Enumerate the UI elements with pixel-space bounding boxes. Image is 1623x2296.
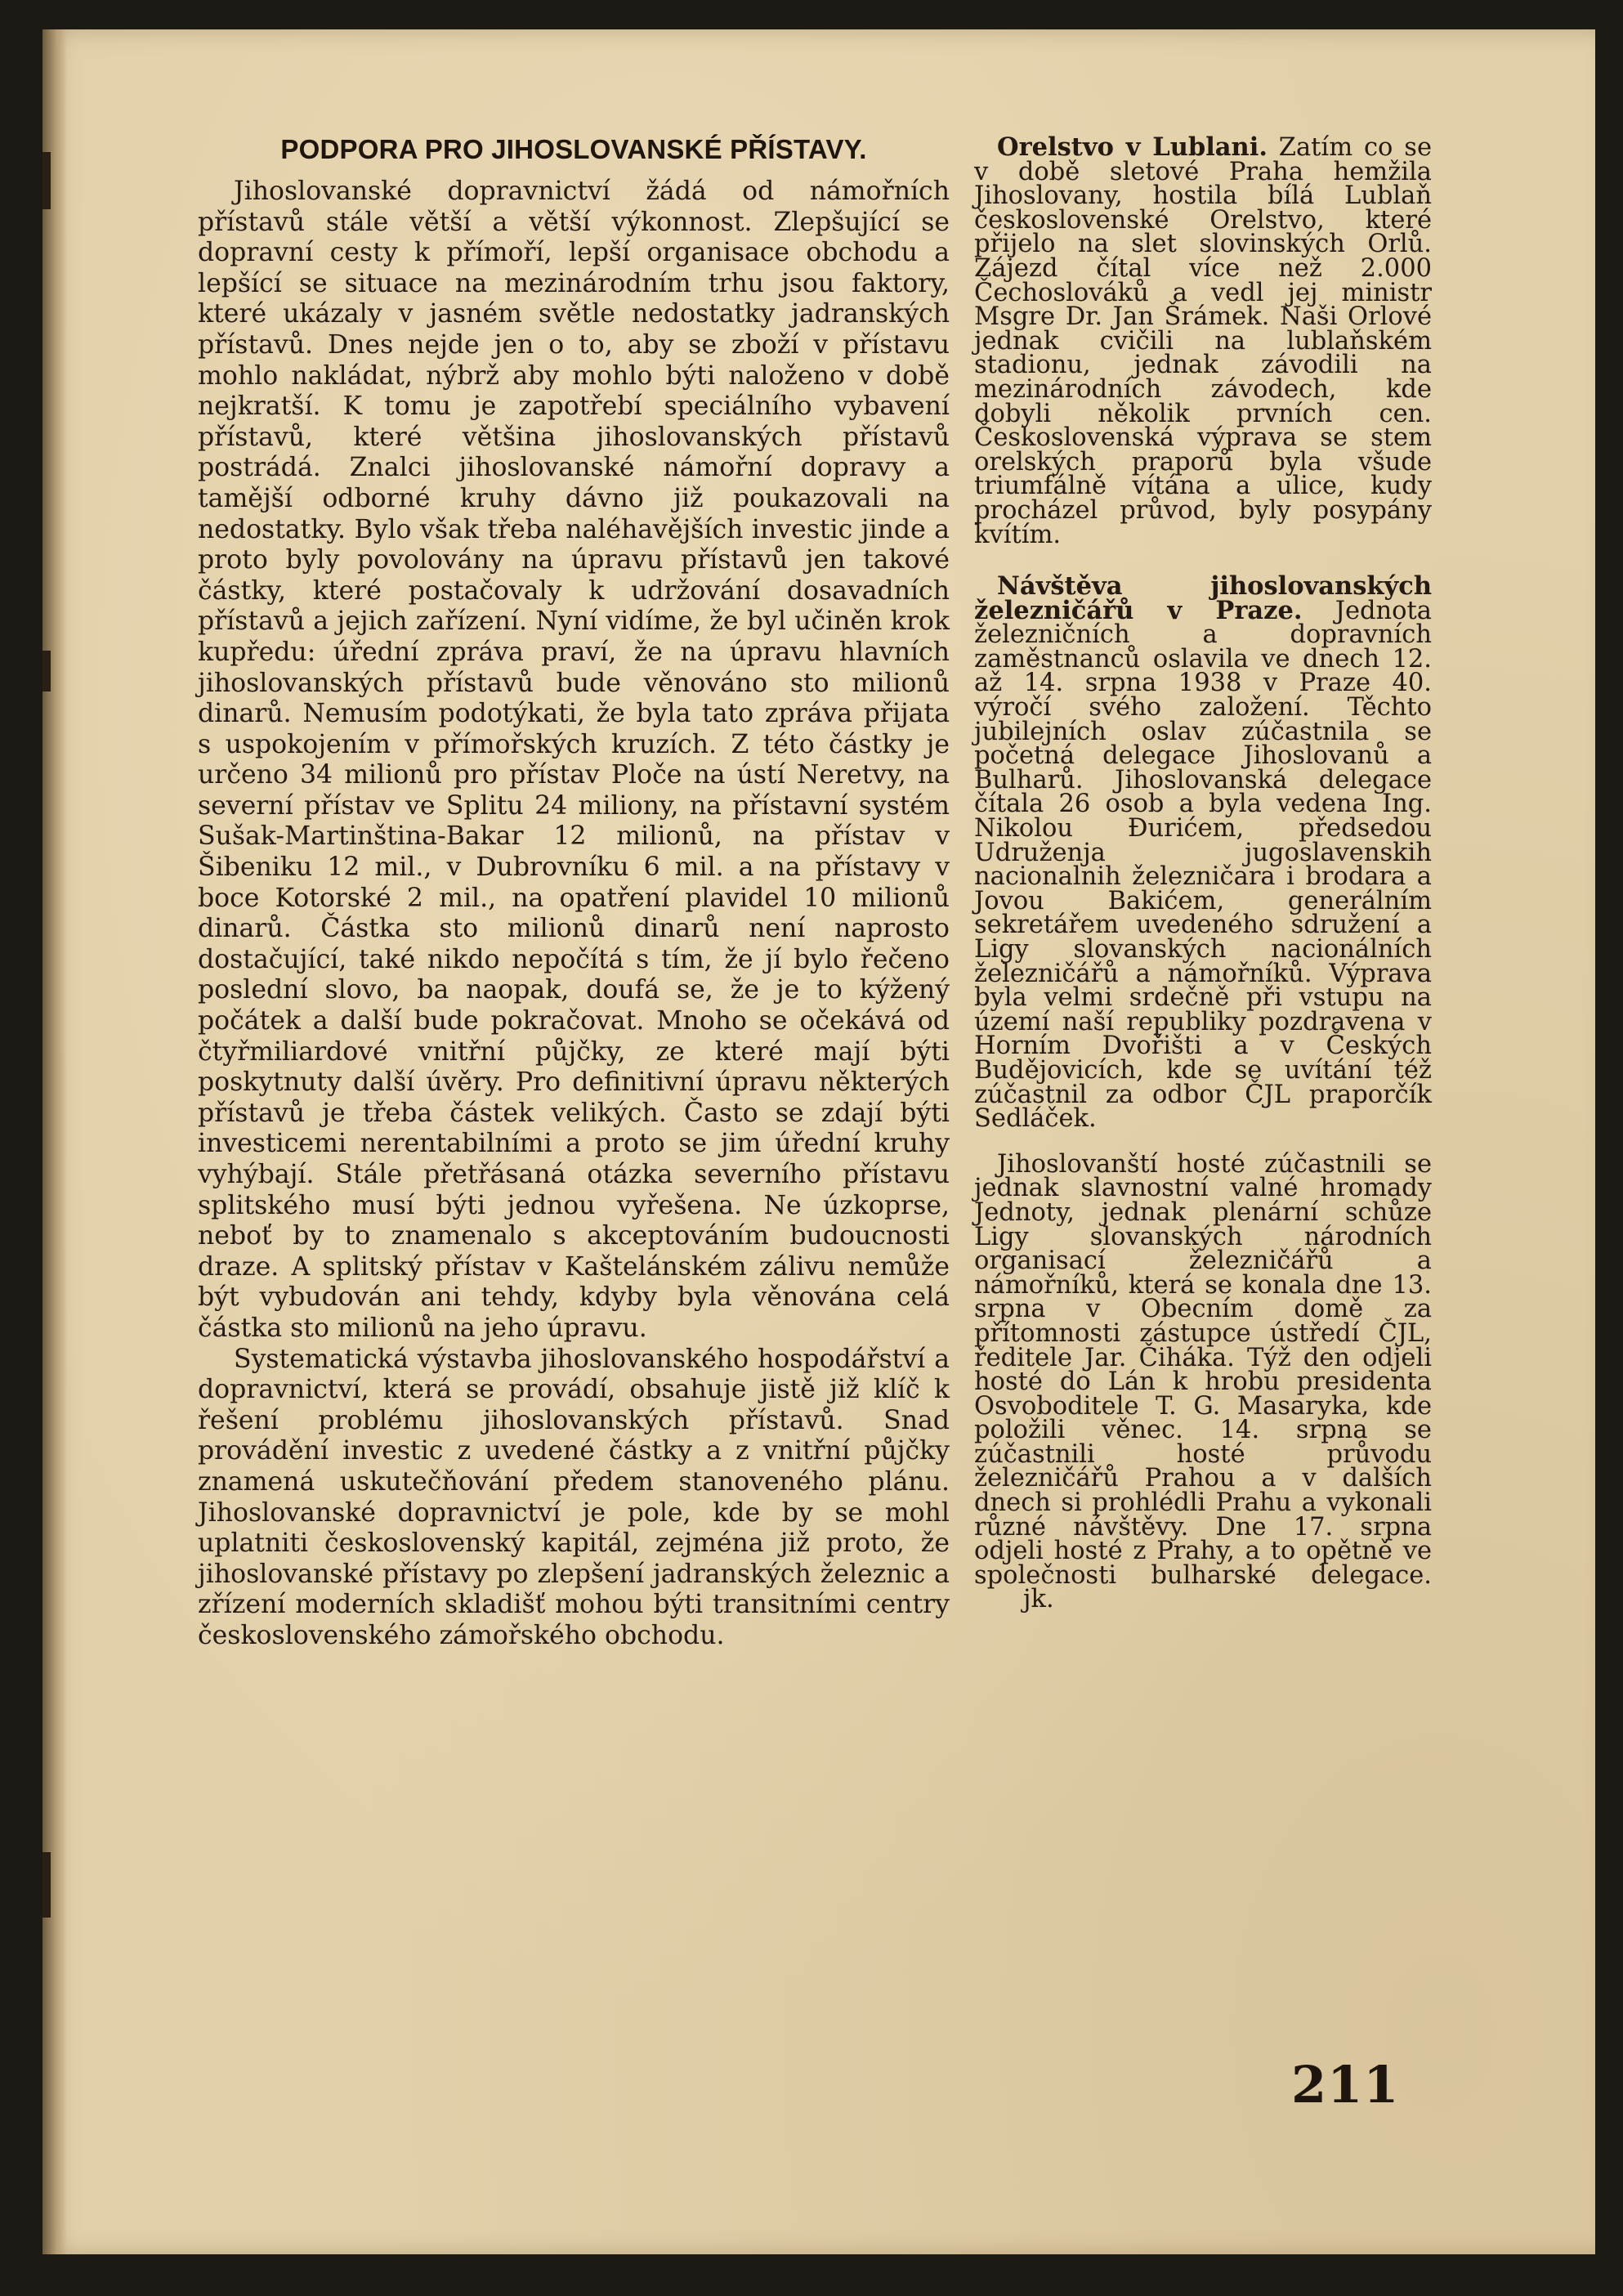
- article-paragraph-2: Systematická výstavba jihoslovanského hospodářství a dopravnictví, která se provádí, obsahuje jistě již klíč k řešení problému jihoslovanských přístavů. Snad provádění investic z uvedené částky a z vnitřní půjčky znamená uskutečňování předem stanoveného plánu. Jihoslovanské dopravnictví je pole, kde by se mohl uplatniti československý kapitál, zejména již proto, že jihoslovanské přístavy po zlepšení jadranských železnic a zřízení moderních skladišť mohou býti transitními centry československého zámořského obchodu.: [198, 1344, 950, 1650]
- news-item-lead: Návštěva jihoslovanských železničářů v Praze.: [974, 571, 1432, 625]
- news-item-text: Jihoslovanští hosté zúčastnili se jednak slavnostní valné hromady Jednoty, jednak plenární schůze Ligy slovanských národních organisací železničářů a námořníků, která se konala dne 13. srpna v Obecním domě za přítomnosti zástupce ústředí ČJL, ředitele Jar. Čiháka. Týž den odjeli hosté do Lán k hrobu presidenta Osvoboditele T. G. Masaryka, kde položili věnec. 14. srpna se zúčastnili hosté průvodu železničářů Prahou a v dalších dnech si prohlédli Prahu a vykonali různé návštěvy. Dne 17. srpna odjeli hosté z Prahy, a to opětně ve společnosti bulharské delegace.: [974, 1149, 1432, 1590]
- article-paragraph-1: Jihoslovanské dopravnictví žádá od námořních přístavů stále větší a větší výkonnost. Zlepšující se dopravní cesty k přímoří, lepší organisace obchodu a lepšící se situace na mezinárodním trhu jsou faktory, které ukázaly v jasném světle nedostatky jadranských přístavů. Dnes nejde jen o to, aby se zboží v přístavu mohlo nakládat, nýbrž aby mohlo býti naloženo v době nejkratší. K tomu je zapotřebí speciálního vybavení přístavů, které většina jihoslovanských přístavů postrádá. Znalci jihoslovanské námořní dopravy a tamější odborné kruhy dávno již poukazovali na nedostatky. Bylo však třeba naléhavějších investic jinde a proto byly povolovány na úpravu přístavů jen takové částky, které postačovaly k udržování dosavadních přístavů a jejich zařízení. Nyní vidíme, že byl učiněn krok kupředu: úřední zpráva praví, že na úpravu hlavních jihoslovanských přístavů bude věnováno sto milionů dinarů. Nemusím podotýkati, že byla tato zpráva přijata s uspokojením v přímořských kruzích. Z této částky je určeno 34 milionů pro přístav Ploče na ústí Neretvy, na severní přístav ve Splitu 24 miliony, na přístavní systém Sušak-Martinština-Bakar 12 milionů, na přístav v Šibeniku 12 mil., v Dubrovníku 6 mil. a na přístavy v boce Kotorské 2 mil., na opatření plavidel 10 milionů dinarů. Částka sto milionů dinarů není naprosto dostačující, také nikdo nepočítá s tím, že jí bylo řečeno poslední slovo, ba naopak, doufá se, že je to kýžený počátek a další bude pokračovat. Mnoho se očekává od čtyřmiliardové vnitřní půjčky, ze které mají býti poskytnuty další úvěry. Pro definitivní úpravu některých přístavů je třeba částek velikých. Často se zdají býti investicemi nerentabilními a proto se jim úřední kruhy vyhýbají. Stále přetřásaná otázka severního přístavu splitského musí býti jednou vyřešena. Ne úzkoprse, neboť by to znamenalo s akceptováním budoucnosti draze. A splitský přístav v Kaštelánském zálivu nemůže být vybudován ani tehdy, kdyby byla věnována celá částka sto milionů na jeho úpravu.: [198, 177, 950, 1343]
- edge-mark: [42, 1852, 51, 1918]
- news-item-zeleznicari: [974, 571, 1432, 1134]
- page-binding-shadow: [42, 29, 67, 2254]
- right-column-news: [974, 132, 1432, 1614]
- author-signature: jk.: [1023, 1585, 1054, 1614]
- article-heading: PODPORA PRO JIHOSLOVANSKÉ PŘÍSTAVY.: [280, 134, 867, 164]
- edge-mark: [42, 152, 51, 209]
- edge-mark: [42, 651, 51, 691]
- news-item-text: Zatím co se v době sletové Praha hemžila Jihoslovany, hostila bílá Lublaň československé Orelstvo, které přijelo na slet slovinských Orlů. Zájezd čítal více než 2.000 Čechoslováků a vedl jej ministr Msgre Dr. Jan Šrámek. Naši Orlové jednak cvičili na lublaňském stadionu, jednak závodili na mezinárodních závodech, kde dobyli několik prvních cen. Československá výprava se stem orelských praporů byla všude triumfálně vítána a ulice, kudy procházel průvod, byly posypány kvítím.: [974, 133, 1432, 549]
- news-item-text: Jednota železničních a dopravních zaměstnanců oslavila ve dnech 12. až 14. srpna 1938 v Praze 40. výročí svého založení. Těchto jubilejních oslav zúčastnila se početná delegace Jihoslovanů a Bulharů. Jihoslovanská delegace čítala 26 osob a byla vedena Ing. Nikolou Đurićem, předsedou Udruženja jugoslavenskih nacionalnih železničara i brodara a Jovou Bakićem, generálním sekretářem uvedeného sdružení a Ligy slovanských nacionálních železničářů a námořníků. Výprava byla velmi srdečně při vstupu na území naší republiky pozdravena v Horním Dvořišti a v Českých Budějovicích, kde se uvítání též zúčastnil za odbor ČJL praporčík Sedláček.: [974, 596, 1432, 1134]
- page-number: 211: [1291, 2055, 1400, 2115]
- news-item-continuation: [974, 1149, 1432, 1614]
- news-item-orelstvo: [974, 132, 1432, 549]
- book-page: [42, 29, 1595, 2254]
- left-column-article: [198, 134, 950, 1652]
- news-item-lead: Orelstvo v Lublani.: [997, 132, 1268, 162]
